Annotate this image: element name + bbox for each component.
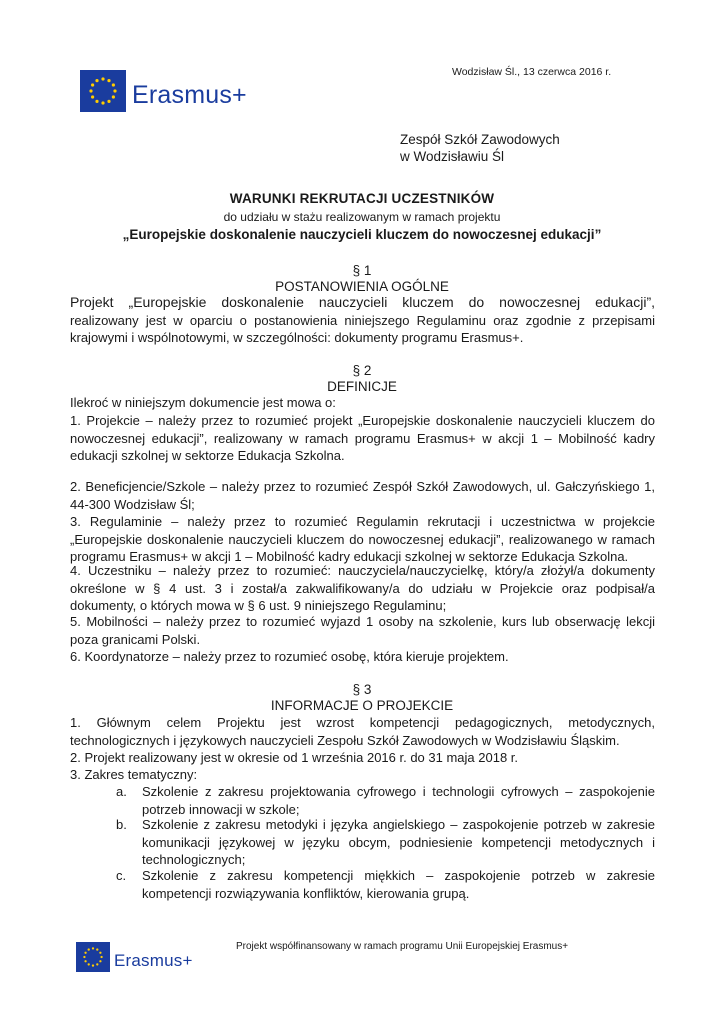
erasmus-logo-text: Erasmus+	[114, 951, 193, 970]
list-item	[118, 783, 655, 818]
definition-line: programu Erasmus+ w akcji 1 – Mobilność kadry edukacji szkolnej w sektorze Edukacja Szkolna.	[70, 549, 629, 564]
definition-4	[70, 562, 655, 615]
section-1-line: realizowany jest w oparciu o postanowienia niniejszego Regulaminu oraz zgodnie z przepisami	[70, 312, 655, 328]
definition-5	[70, 613, 655, 648]
definition-6: 6. Koordynatorze – należy przez to rozumieć osobę, która kieruje projektem.	[70, 649, 509, 664]
recipient-line-1: Zespół Szkół Zawodowych	[400, 132, 560, 147]
eu-star	[84, 952, 86, 954]
eu-star	[99, 960, 101, 962]
section-2-heading: DEFINICJE	[327, 379, 397, 394]
eu-star	[92, 947, 94, 949]
section-2-intro: Ilekroć w niniejszym dokumencie jest mowa o:	[70, 395, 336, 410]
paragraph-line: 1. Głównym celem Projektu jest wzrost kompetencji pedagogicznych, metodycznych,	[70, 715, 655, 730]
list-item-line: potrzeb innowacji w szkole;	[142, 801, 300, 817]
definition-line: nowoczesnej edukacji”, realizowany w ramach programu Erasmus+ w akcji 1 – Mobilność kadry	[70, 430, 655, 446]
definition-line: 5. Mobilności – należy przez to rozumieć wyjazd 1 osoby na szkolenie, kurs lub obserwację lekcji	[70, 614, 655, 629]
section-3-number: § 3	[352, 682, 372, 697]
definition-line: „Europejskie doskonalenie nauczycieli kluczem do nowoczesnej edukacji”, realizowanego w ramach	[70, 531, 655, 547]
erasmus-logo-text: Erasmus+	[132, 80, 247, 109]
eu-flag-icon	[76, 942, 110, 972]
eu-star	[91, 95, 94, 98]
project-name: „Europejskie doskonalenie nauczycieli kluczem do nowoczesnej edukacji”	[122, 227, 602, 242]
definition-line: poza granicami Polski.	[70, 631, 201, 647]
definition-line: edukacji szkolnej w sektorze Edukacja Szkolna.	[70, 448, 345, 463]
section-3-point-1	[70, 714, 655, 749]
erasmus-logo-header	[80, 70, 247, 112]
date-line: Wodzisław Śl., 13 czerwca 2016 r.	[452, 66, 612, 78]
eu-star	[112, 83, 115, 86]
eu-star	[99, 952, 101, 954]
erasmus-logo-footer	[76, 942, 193, 972]
eu-star	[88, 963, 90, 965]
definition-line: 1. Projekcie – należy przez to rozumieć projekt „Europejskie doskonalenie nauczycieli kluczem do	[70, 413, 655, 428]
definition-2	[70, 478, 655, 513]
section-1-number: § 1	[352, 263, 372, 278]
definition-line: 2. Beneficjencie/Szkole – należy przez to rozumieć Zespół Szkół Zawodowych, ul. Gałczyńskiego 1,	[70, 479, 655, 494]
section-1-line: krajowymi i wspólnotowymi, w szczególności: dokumenty programu Erasmus+.	[70, 330, 524, 345]
list-item	[118, 816, 655, 869]
list-item-line: Szkolenie z zakresu metodyki i języka angielskiego – zaspokojenie potrzeb w zakresie	[142, 817, 655, 832]
list-item	[118, 867, 655, 902]
section-3-heading: INFORMACJE O PROJEKCIE	[270, 698, 454, 713]
eu-star	[84, 960, 86, 962]
section-1-heading: POSTANOWIENIA OGÓLNE	[275, 279, 449, 294]
definition-line: dokumenty, o których mowa w § 6 ust. 9 niniejszego Regulaminu;	[70, 598, 447, 613]
eu-star	[107, 79, 110, 82]
list-marker: c.	[116, 868, 127, 883]
footer-text: Projekt współfinansowany w ramach programu Unii Europejskiej Erasmus+	[236, 941, 569, 952]
eu-star	[107, 100, 110, 103]
eu-star	[95, 79, 98, 82]
eu-flag-icon	[80, 70, 126, 112]
eu-star	[92, 964, 94, 966]
document-subtitle: do udziału w stażu realizowanym w ramach projektu	[223, 210, 501, 224]
definition-3	[70, 513, 655, 566]
eu-star	[83, 956, 85, 958]
list-item-line: komunikacji językowej w języku obcym, podniesienie kompetencji metodycznych i	[142, 834, 655, 850]
paragraph-line: technologicznych i językowych nauczycieli Zespołu Szkół Zawodowych w Wodzisławiu Śląskim.	[70, 732, 620, 748]
eu-star	[101, 101, 104, 104]
eu-star	[96, 963, 98, 965]
definition-line: określone w § 4 ust. 3 i został/a zakwalifikowany/a do udziału w Projekcie oraz podpisał/a	[70, 580, 655, 596]
definition-1	[70, 412, 655, 465]
eu-star	[100, 956, 102, 958]
list-item-line: Szkolenie z zakresu projektowania cyfrowego i technologii cyfrowych – zaspokojenie	[142, 784, 655, 799]
document-title: WARUNKI REKRUTACJI UCZESTNIKÓW	[229, 191, 495, 206]
eu-star	[88, 948, 90, 950]
recipient-line-2: w Wodzisławiu Śl	[400, 149, 505, 164]
section-2-number: § 2	[352, 363, 372, 378]
eu-star	[96, 948, 98, 950]
eu-star	[95, 100, 98, 103]
section-1-paragraph	[70, 294, 655, 347]
eu-star	[89, 89, 92, 92]
definition-line: 3. Regulaminie – należy przez to rozumieć Regulamin rekrutacji i uczestnictwa w projekcie	[70, 514, 655, 529]
list-item-line: kompetencji rozwiązywania konfliktów, kierowania grupą.	[142, 885, 470, 901]
section-3-point-3: 3. Zakres tematyczny:	[70, 767, 198, 782]
section-1-line: Projekt „Europejskie doskonalenie nauczycieli kluczem do nowoczesnej edukacji”,	[70, 294, 655, 310]
eu-star	[101, 77, 104, 80]
section-3-point-2: 2. Projekt realizowany jest w okresie od 1 września 2016 r. do 31 maja 2018 r.	[70, 750, 519, 765]
definition-line: 4. Uczestniku – należy przez to rozumieć: nauczyciela/nauczycielkę, który/a złożył/a dokumenty	[70, 563, 655, 578]
list-item-line: technologicznych;	[142, 852, 246, 867]
list-marker: a.	[116, 784, 127, 799]
definition-line: 44-300 Wodzisław Śl;	[70, 496, 195, 512]
eu-star	[113, 89, 116, 92]
list-item-line: Szkolenie z zakresu kompetencji miękkich – zaspokojenie potrzeb w zakresie	[142, 868, 655, 883]
recipient-block	[400, 131, 560, 165]
eu-star	[91, 83, 94, 86]
list-marker: b.	[116, 817, 127, 832]
eu-star	[112, 95, 115, 98]
